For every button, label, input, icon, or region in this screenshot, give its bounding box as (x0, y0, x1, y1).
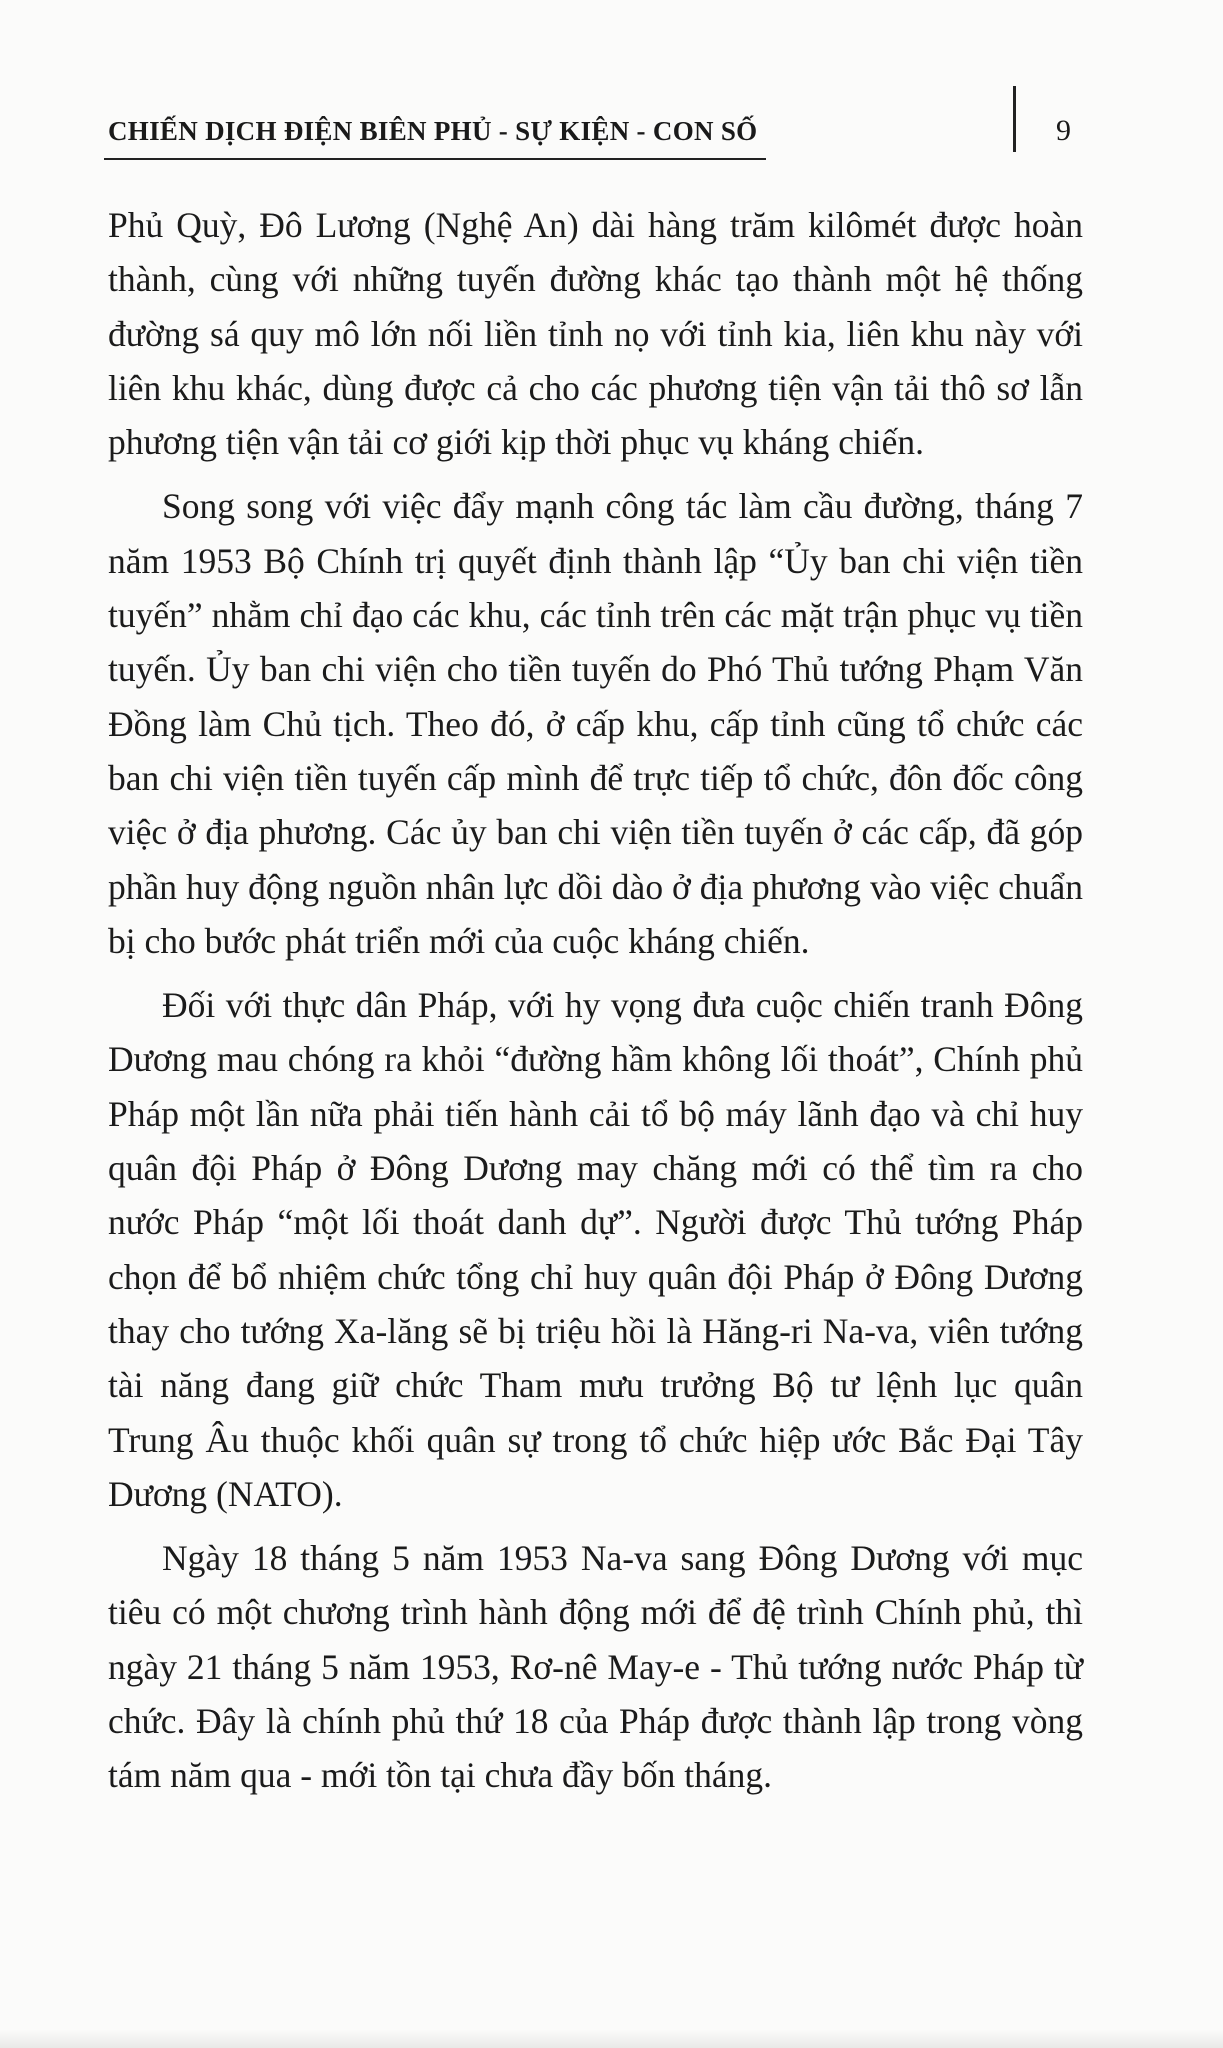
page-bottom-edge (0, 2030, 1223, 2048)
paragraph: Ngày 18 tháng 5 năm 1953 Na-va sang Đông Dương với mục tiêu có một chương trình hành động mới để đệ trình Chính phủ, thì ngày 21 tháng 5 năm 1953, Rơ-nê May-e - Thủ tướng nước Pháp từ chức. Đây là chính phủ thứ 18 của Pháp được thành lập trong vòng tám năm qua - mới tồn tại chưa đầy bốn tháng. (108, 1538, 1083, 1796)
paragraph: Đối với thực dân Pháp, với hy vọng đưa cuộc chiến tranh Đông Dương mau chóng ra khỏi “đường hầm không lối thoát”, Chính phủ Pháp một lần nữa phải tiến hành cải tổ bộ máy lãnh đạo và chỉ huy quân đội Pháp ở Đông Dương may chăng mới có thể tìm ra cho nước Pháp “một lối thoát danh dự”. Người được Thủ tướng Pháp chọn để bổ nhiệm chức tổng chỉ huy quân đội Pháp ở Đông Dương thay cho tướng Xa-lăng sẽ bị triệu hồi là Hăng-ri Na-va, viên tướng tài năng đang giữ chức Tham mưu trưởng Bộ tư lệnh lục quân Trung Âu thuộc khối quân sự trong tổ chức hiệp ước Bắc Đại Tây Dương (NATO). (108, 985, 1083, 1514)
running-head: CHIẾN DỊCH ĐIỆN BIÊN PHỦ - SỰ KIỆN - CON SỐ (108, 116, 758, 146)
page-number: 9 (1056, 114, 1071, 147)
paragraph: Song song với việc đẩy mạnh công tác làm cầu đường, tháng 7 năm 1953 Bộ Chính trị quyết định thành lập “Ủy ban chi viện tiền tuyến” nhằm chỉ đạo các khu, các tỉnh trên các mặt trận phục vụ tiền tuyến. Ủy ban chi viện cho tiền tuyến do Phó Thủ tướng Phạm Văn Đồng làm Chủ tịch. Theo đó, ở cấp khu, cấp tỉnh cũng tổ chức các ban chi viện tiền tuyến cấp mình để trực tiếp tổ chức, đôn đốc công việc ở địa phương. Các ủy ban chi viện tiền tuyến ở các cấp, đã góp phần huy động nguồn nhân lực dồi dào ở địa phương vào việc chuẩn bị cho bước phát triển mới của cuộc kháng chiến. (108, 486, 1083, 961)
header-divider (1013, 86, 1016, 152)
header-rule (104, 158, 766, 160)
body-text (108, 198, 1083, 1813)
paragraph-continued: Phủ Quỳ, Đô Lương (Nghệ An) dài hàng trăm kilômét được hoàn thành, cùng với những tuyến đường khác tạo thành một hệ thống đường sá quy mô lớn nối liền tỉnh nọ với tỉnh kia, liên khu này với liên khu khác, dùng được cả cho các phương tiện vận tải thô sơ lẫn phương tiện vận tải cơ giới kịp thời phục vụ kháng chiến. (108, 205, 1083, 463)
